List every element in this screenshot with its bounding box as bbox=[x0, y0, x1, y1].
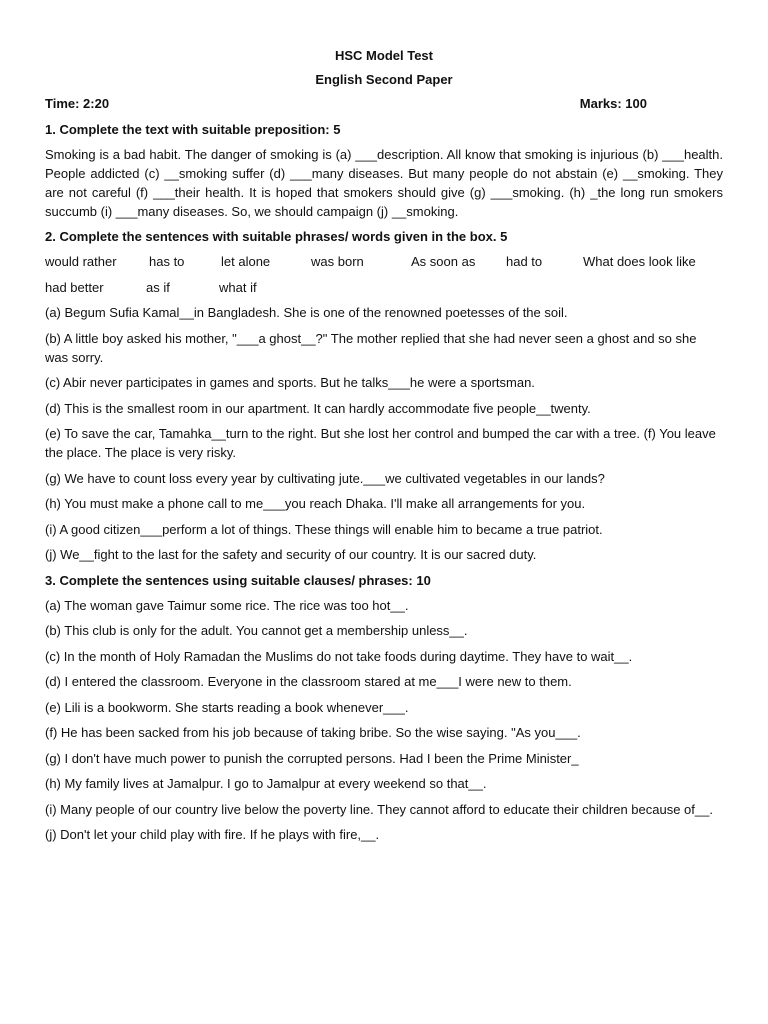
section2-heading: 2. Complete the sentences with suitable phrases/ words given in the box. 5 bbox=[45, 229, 508, 244]
word-box-row-2 bbox=[45, 278, 723, 297]
box-word: was born bbox=[311, 254, 364, 269]
question-item: (b) This club is only for the adult. You cannot get a membership unless__. bbox=[45, 623, 468, 638]
section1-heading: 1. Complete the text with suitable preposition: 5 bbox=[45, 122, 341, 137]
question-item: (a) Begum Sufia Kamal__in Bangladesh. She is one of the renowned poetesses of the soil. bbox=[45, 305, 568, 320]
question-item: (h) You must make a phone call to me___you reach Dhaka. I'll make all arrangements for you. bbox=[45, 496, 586, 511]
box-word: let alone bbox=[221, 254, 271, 269]
box-word: would rather bbox=[45, 254, 117, 269]
box-word: what if bbox=[219, 279, 257, 295]
box-word: as if bbox=[146, 279, 170, 295]
question-item: (d) I entered the classroom. Everyone in the classroom stared at me___I were new to them. bbox=[45, 674, 572, 689]
question-item: (j) Don't let your child play with fire. If he plays with fire,__. bbox=[45, 827, 380, 842]
question-item: (a) The woman gave Taimur some rice. The rice was too hot__. bbox=[45, 597, 409, 613]
exam-meta bbox=[45, 94, 723, 120]
box-word: had better bbox=[45, 279, 104, 295]
section3-heading: 3. Complete the sentences using suitable clauses/ phrases: 10 bbox=[45, 572, 431, 588]
word-box-row-1 bbox=[45, 252, 723, 271]
box-word: had to bbox=[506, 254, 543, 269]
question-item: (e) To save the car, Tamahka__turn to the right. But she lost her control and bumped the car with a tree. (f) You leave the place. The place is very risky. bbox=[45, 426, 716, 460]
question-item: (g) We have to count loss every year by cultivating jute.___we cultivated vegetables in our lands? bbox=[45, 470, 605, 486]
exam-subtitle: English Second Paper bbox=[315, 72, 453, 87]
time-label: Time: 2:20 bbox=[45, 96, 110, 111]
marks-label: Marks: 100 bbox=[579, 96, 647, 111]
question-item: (j) We__fight to the last for the safety and security of our country. It is our sacred duty. bbox=[45, 547, 537, 562]
box-word: has to bbox=[149, 254, 185, 269]
question-item: (c) Abir never participates in games and sports. But he talks___he were a sportsman. bbox=[45, 375, 535, 390]
box-word: What does look like bbox=[583, 254, 696, 269]
question-item: (f) He has been sacked from his job because of taking bribe. So the wise saying. "As you___. bbox=[45, 725, 581, 740]
question-item: (b) A little boy asked his mother, "___a ghost__?" The mother replied that she had never seen a ghost and so she was sorry. bbox=[45, 330, 697, 365]
exam-title: HSC Model Test bbox=[335, 48, 433, 63]
question-item: (e) Lili is a bookworm. She starts reading a book whenever___. bbox=[45, 699, 409, 715]
question-item: (c) In the month of Holy Ramadan the Muslims do not take foods during daytime. They have to wait__. bbox=[45, 648, 633, 664]
box-word: As soon as bbox=[411, 254, 476, 269]
section1-text: Smoking is a bad habit. The danger of smoking is (a) ___description. All know that smoking is injurious (b) ___health. People addicted (c) __smoking suffer (d) ___many diseases. But many people do not abstain (e) __smoking. They are not careful (f) ___their health. It is hoped that smokers should give (g) ___smoking. (h) _the long run smokers succumb (i) ___many diseases. So, we should campaign (j) __smoking. bbox=[45, 147, 723, 219]
question-item: (d) This is the smallest room in our apartment. It can hardly accommodate five people__twenty. bbox=[45, 400, 591, 416]
question-item: (i) Many people of our country live below the poverty line. They cannot afford to educate their children because of__. bbox=[45, 801, 713, 817]
question-item: (h) My family lives at Jamalpur. I go to Jamalpur at every weekend so that__. bbox=[45, 776, 487, 791]
exam-page bbox=[45, 46, 723, 851]
question-item: (i) A good citizen___perform a lot of things. These things will enable him to became a true patriot. bbox=[45, 521, 603, 537]
question-item: (g) I don't have much power to punish the corrupted persons. Had I been the Prime Minister_ bbox=[45, 750, 579, 766]
